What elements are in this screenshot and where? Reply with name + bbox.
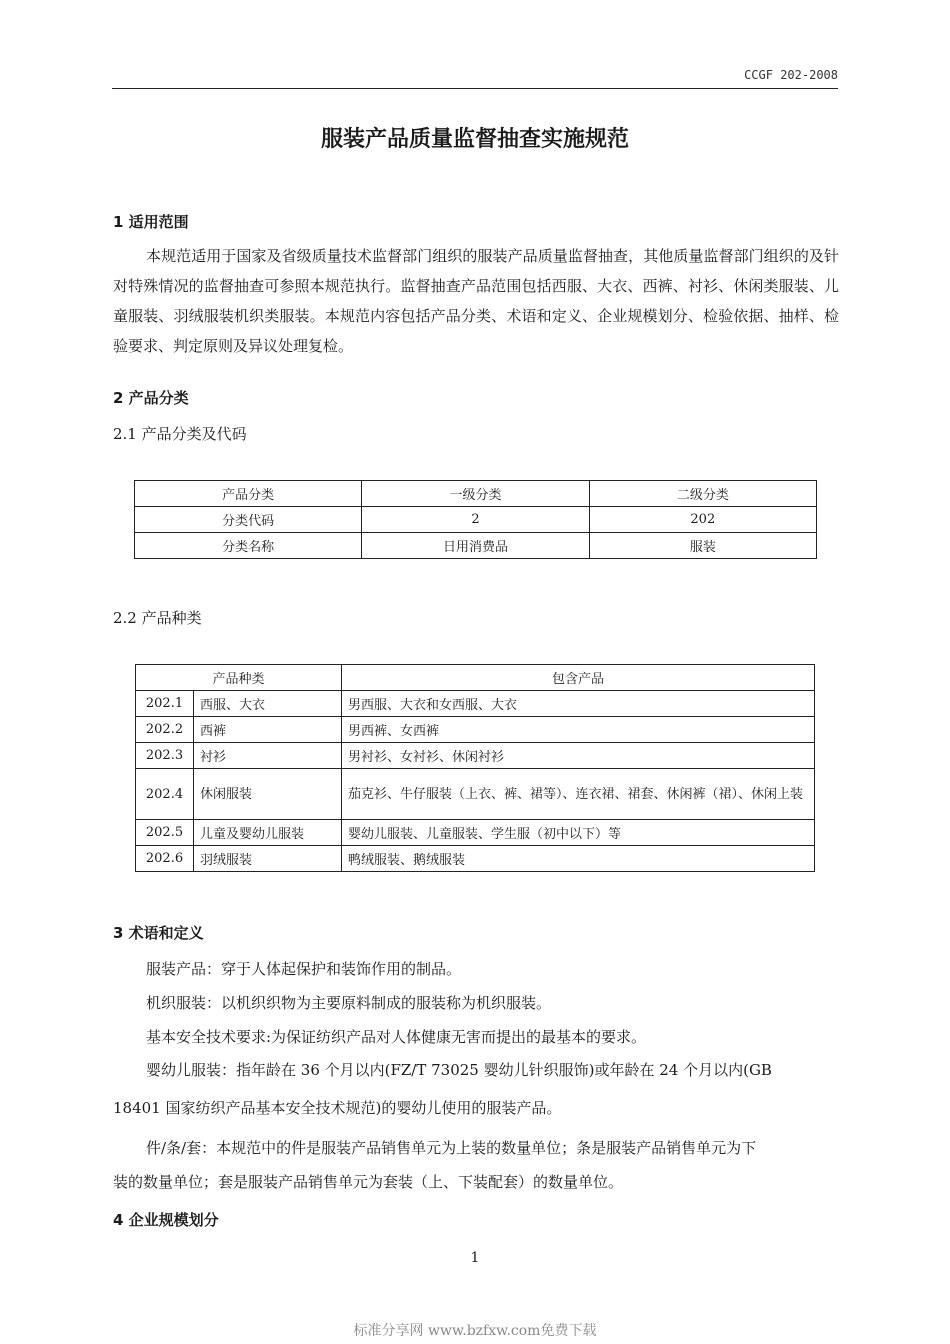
table-cell: 2	[362, 507, 589, 533]
page-number: 1	[470, 1250, 480, 1266]
product-type: 休闲服装	[194, 769, 342, 820]
section-4-heading: 4 企业规模划分	[113, 1211, 219, 1229]
section-2-1-heading: 2.1 产品分类及代码	[113, 425, 247, 443]
included-products: 男西裤、女西裤	[342, 717, 815, 743]
table-row	[135, 481, 817, 507]
table-header-cell: 包含产品	[342, 665, 815, 691]
section-3-heading: 3 术语和定义	[113, 924, 204, 942]
table-row	[136, 820, 815, 846]
document-title: 服装产品质量监督抽查实施规范	[320, 127, 629, 152]
definition-woven-garment: 机织服装：以机织织物为主要原料制成的服装称为机织服装。	[146, 994, 552, 1012]
footer-watermark: 标准分享网 www.bzfxw.com免费下载	[353, 1323, 597, 1339]
definition-garment: 服装产品：穿于人体起保护和装饰作用的制品。	[146, 960, 462, 978]
product-code: 202.2	[136, 717, 194, 743]
section-1-body: 本规范适用于国家及省级质量技术监督部门组织的服装产品质量监督抽查，其他质量监督部门组织的及针对特殊情况的监督抽查可参照本规范执行。监督抽查产品范围包括西服、大衣、西裤、衬衫、休闲类服装、儿童服装、羽绒服装机织类服装。本规范内容包括产品分类、术语和定义、企业规模划分、检验依据、抽样、检验要求、判定原则及异议处理复检。	[113, 247, 839, 355]
product-code: 202.6	[136, 846, 194, 872]
included-products: 鸭绒服装、鹅绒服装	[342, 846, 815, 872]
document-code: CCGF 202-2008	[744, 68, 838, 82]
included-products: 茄克衫、牛仔服装（上衣、裤、裙等）、连衣裙、裙套、休闲裤（裙）、休闲上装	[342, 769, 815, 820]
product-type: 西服、大衣	[194, 691, 342, 717]
table-cell: 202	[589, 507, 816, 533]
definition-safety-requirement: 基本安全技术要求:为保证纺织产品对人体健康无害而提出的最基本的要求。	[146, 1028, 647, 1046]
section-2-2-heading: 2.2 产品种类	[113, 609, 202, 627]
definition-units-line-2: 装的数量单位；套是服装产品销售单元为套装（上、下装配套）的数量单位。	[113, 1173, 624, 1191]
section-2-heading: 2 产品分类	[113, 389, 189, 407]
table-cell: 一级分类	[362, 481, 589, 507]
product-variety-table	[135, 664, 815, 872]
table-cell: 二级分类	[589, 481, 816, 507]
table-header-row	[136, 665, 815, 691]
product-code: 202.5	[136, 820, 194, 846]
classification-table	[134, 480, 817, 559]
table-cell: 分类代码	[135, 507, 362, 533]
definition-infant-garment-line-2: 18401 国家纺织产品基本安全技术规范)的婴幼儿使用的服装产品。	[113, 1099, 562, 1117]
table-row	[136, 743, 815, 769]
included-products: 男衬衫、女衬衫、休闲衬衫	[342, 743, 815, 769]
definition-units-line-1: 件/条/套：本规范中的件是服装产品销售单元为上装的数量单位；条是服装产品销售单元为下	[146, 1139, 757, 1157]
product-code: 202.4	[136, 769, 194, 820]
table-row	[136, 717, 815, 743]
included-products: 婴幼儿服装、儿童服装、学生服（初中以下）等	[342, 820, 815, 846]
table-row	[135, 533, 817, 559]
product-code: 202.3	[136, 743, 194, 769]
product-type: 羽绒服装	[194, 846, 342, 872]
table-row	[135, 507, 817, 533]
table-row	[136, 769, 815, 820]
header-rule	[112, 88, 838, 89]
table-row	[136, 691, 815, 717]
table-cell: 分类名称	[135, 533, 362, 559]
table-header-cell: 产品种类	[136, 665, 342, 691]
table-row	[136, 846, 815, 872]
definition-infant-garment-line-1: 婴幼儿服装：指年龄在 36 个月以内(FZ/T 73025 婴幼儿针织服饰)或年龄在 24 个月以内(GB	[146, 1061, 772, 1079]
section-1-heading: 1 适用范围	[113, 213, 189, 231]
table-cell: 产品分类	[135, 481, 362, 507]
table-cell: 服装	[589, 533, 816, 559]
product-type: 儿童及婴幼儿服装	[194, 820, 342, 846]
product-type: 西裤	[194, 717, 342, 743]
product-type: 衬衫	[194, 743, 342, 769]
table-cell: 日用消费品	[362, 533, 589, 559]
included-products: 男西服、大衣和女西服、大衣	[342, 691, 815, 717]
product-code: 202.1	[136, 691, 194, 717]
